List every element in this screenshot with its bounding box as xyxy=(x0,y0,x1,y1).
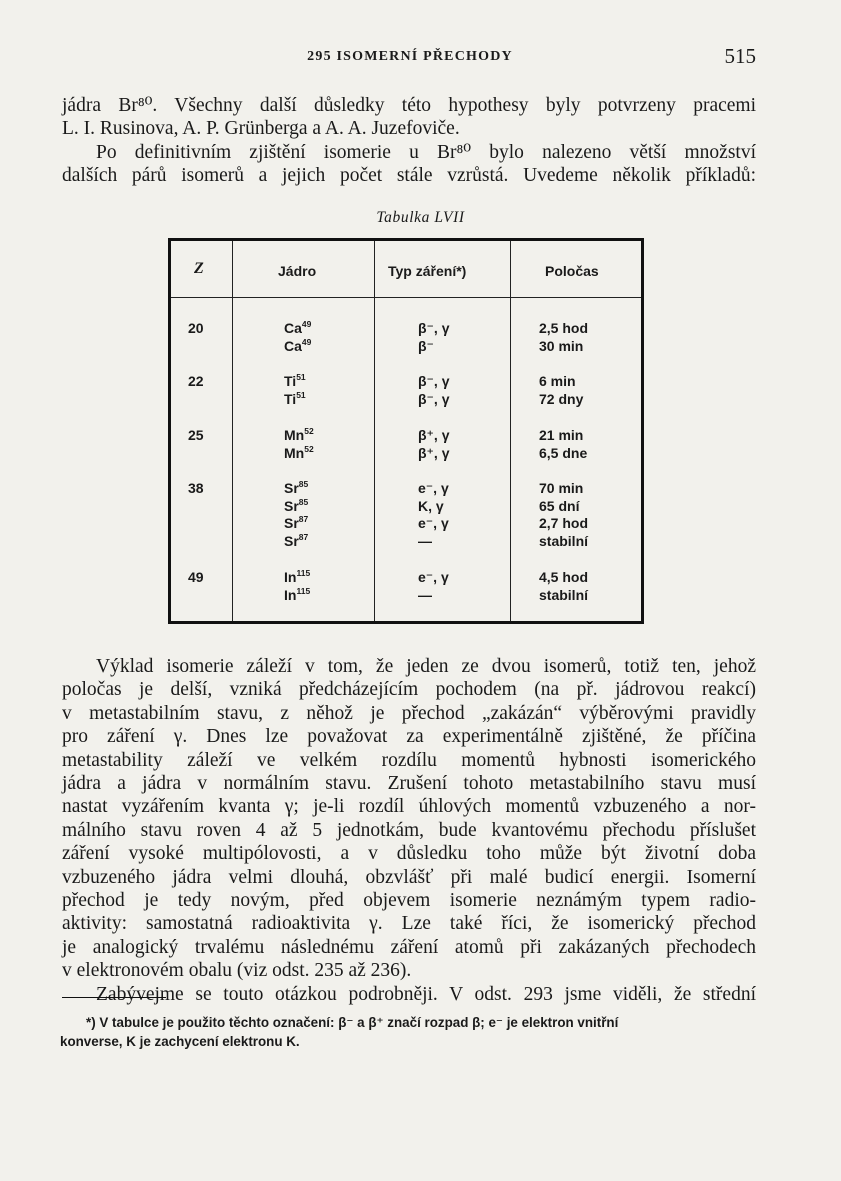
column-divider xyxy=(232,241,233,621)
column-divider xyxy=(510,241,511,621)
text-line: poločas je delší, vzniká předcházejícím pochodem (na př. jádrovou reakcí) xyxy=(62,679,756,701)
nucleus xyxy=(284,391,306,409)
table-caption: Tabulka LVII xyxy=(376,209,465,226)
header-nucleus: Jádro xyxy=(278,263,317,279)
text-line: nastat vyzářením kvanta γ; je-li rozdíl úhlových momentů vzbuzeného a nor- xyxy=(62,796,756,818)
z-value: 22 xyxy=(188,373,204,389)
mass-number: 49 xyxy=(301,336,312,347)
element-symbol: Ca xyxy=(284,337,302,354)
text-line: dalších párů isomerů a jejich počet stále vzrůstá. Uvedeme několik příkladů: xyxy=(62,165,756,187)
mass-number: 49 xyxy=(301,319,312,329)
isomer-table xyxy=(168,238,644,622)
half-life: 30 min xyxy=(539,337,584,354)
text-line: málního stavu roven 4 až 5 jednotkám, bude kvantovému přechodu příslušet xyxy=(62,819,756,841)
nucleus xyxy=(284,515,308,533)
element-symbol: Sr xyxy=(284,497,299,514)
text-line: záření vysoké multipólovosti, a v důsledku toho může být životní doba xyxy=(62,843,756,865)
decay-type: — xyxy=(418,532,432,549)
header-divider xyxy=(171,297,641,298)
half-life: 6 min xyxy=(539,373,576,389)
half-life: 21 min xyxy=(539,427,584,443)
element-symbol: Ca xyxy=(284,320,302,336)
half-life: stabilní xyxy=(539,586,589,603)
text-line: aktivity: samostatná radioaktivita γ. Lze také říci, že isomerický přechod xyxy=(62,913,756,935)
text-line: pro záření γ. Dnes lze považovat za experimentálně zjištěné, že příčina xyxy=(62,726,756,748)
decay-type: — xyxy=(418,586,432,603)
nucleus xyxy=(284,587,310,605)
text-line: vzbuzeného jádra velmi dlouhá, obzvlášť při malé budicí energii. Isomerní xyxy=(62,866,756,888)
footnote-line: konverse, K je zachycení elektronu K. xyxy=(60,1033,300,1049)
nucleus xyxy=(284,373,306,391)
mass-number: 85 xyxy=(298,496,309,507)
element-symbol: In xyxy=(284,569,297,585)
decay-type: β⁺, γ xyxy=(418,427,450,443)
element-symbol: Sr xyxy=(284,480,299,496)
element-symbol: Ti xyxy=(284,373,297,389)
decay-type: e⁻, γ xyxy=(418,515,449,531)
body-text xyxy=(62,655,756,1006)
text-line: přechod je tedy novým, před objevem isomerie neznámým typem radio- xyxy=(62,890,756,912)
mass-number: 52 xyxy=(304,426,314,436)
mass-number: 87 xyxy=(298,514,309,524)
nucleus xyxy=(284,498,308,516)
decay-type: β⁻ xyxy=(418,337,434,354)
decay-type: β⁻, γ xyxy=(418,320,450,336)
nucleus xyxy=(284,320,311,338)
footnote-line: *) V tabulce je použito těchto označení: β⁻ a β⁺ značí rozpad β; e⁻ je elektron vnitřní xyxy=(86,1015,619,1030)
element-symbol: Mn xyxy=(284,427,305,443)
header-z: Z xyxy=(194,260,204,277)
text-line: v elektronovém obalu (viz odst. 235 až 236). xyxy=(62,960,412,982)
element-symbol: In xyxy=(284,586,297,603)
header-half-life: Poločas xyxy=(545,263,599,279)
header-decay-type: Typ záření*) xyxy=(388,263,467,279)
mass-number: 115 xyxy=(296,585,311,596)
half-life: 4,5 hod xyxy=(539,569,589,585)
element-symbol: Sr xyxy=(284,532,299,549)
intro-text xyxy=(62,94,756,188)
decay-type: β⁺, γ xyxy=(418,444,450,461)
column-divider xyxy=(374,241,375,621)
nucleus xyxy=(284,569,310,587)
footnote xyxy=(60,1014,760,1051)
z-value: 25 xyxy=(188,427,204,443)
nucleus xyxy=(284,533,308,551)
half-life: 72 dny xyxy=(539,390,584,407)
text-line: Výklad isomerie záleží v tom, že jeden ze dvou isomerů, totiž ten, jehož xyxy=(96,656,756,677)
text-line: Zabývejme se touto otázkou podrobněji. V odst. 293 jsme viděli, že střední xyxy=(96,983,756,1005)
half-life: 2,7 hod xyxy=(539,515,589,531)
mass-number: 115 xyxy=(296,568,311,578)
text-line: jádra Br⁸⁰. Všechny další důsledky této hypothesy byly potvrzeny pracemi xyxy=(62,95,756,116)
decay-type: e⁻, γ xyxy=(418,569,449,585)
half-life: 6,5 dne xyxy=(539,444,588,461)
decay-type: β⁻, γ xyxy=(418,373,450,389)
decay-type: β⁻, γ xyxy=(418,390,450,407)
nucleus xyxy=(284,338,311,356)
z-value: 20 xyxy=(188,320,204,336)
half-life: 70 min xyxy=(539,480,584,496)
decay-type: K, γ xyxy=(418,497,444,514)
half-life: 65 dní xyxy=(539,497,580,514)
half-life: stabilní xyxy=(539,532,589,549)
mass-number: 87 xyxy=(298,531,309,542)
text-line: v metastabilním stavu, z něhož je přechod „zakázán“ výběrovými pravidly xyxy=(62,702,756,724)
nucleus xyxy=(284,480,308,498)
text-line: metastability záleží ve velkém rozdílu momentů hybnosti isomerického xyxy=(62,749,756,771)
mass-number: 51 xyxy=(296,389,306,400)
half-life: 2,5 hod xyxy=(539,320,589,336)
nucleus xyxy=(284,445,314,463)
element-symbol: Ti xyxy=(284,390,297,407)
text-line: Po definitivním zjištění isomerie u Br⁸⁰ bylo nalezeno větší množství xyxy=(96,141,756,163)
running-head xyxy=(60,44,760,68)
text-line: je analogický trvalému následnému záření atomů při zakázaných přechodech xyxy=(62,936,756,958)
text-line: L. I. Rusinova, A. P. Grünberga a A. A. Juzefoviče. xyxy=(62,118,460,140)
decay-type: e⁻, γ xyxy=(418,480,449,496)
mass-number: 52 xyxy=(304,443,314,454)
text-line: jádra a jádra v normálním stavu. Zrušení tohoto metastabilního stavu musí xyxy=(62,773,756,795)
nucleus xyxy=(284,427,314,445)
mass-number: 51 xyxy=(296,372,306,382)
element-symbol: Mn xyxy=(284,444,305,461)
page-number: 515 xyxy=(724,44,756,68)
footnote-rule xyxy=(62,997,166,998)
z-value: 49 xyxy=(188,569,204,585)
section-title: 295 ISOMERNÍ PŘECHODY xyxy=(307,49,513,64)
z-value: 38 xyxy=(188,480,204,496)
element-symbol: Sr xyxy=(284,515,299,531)
mass-number: 85 xyxy=(298,479,309,489)
